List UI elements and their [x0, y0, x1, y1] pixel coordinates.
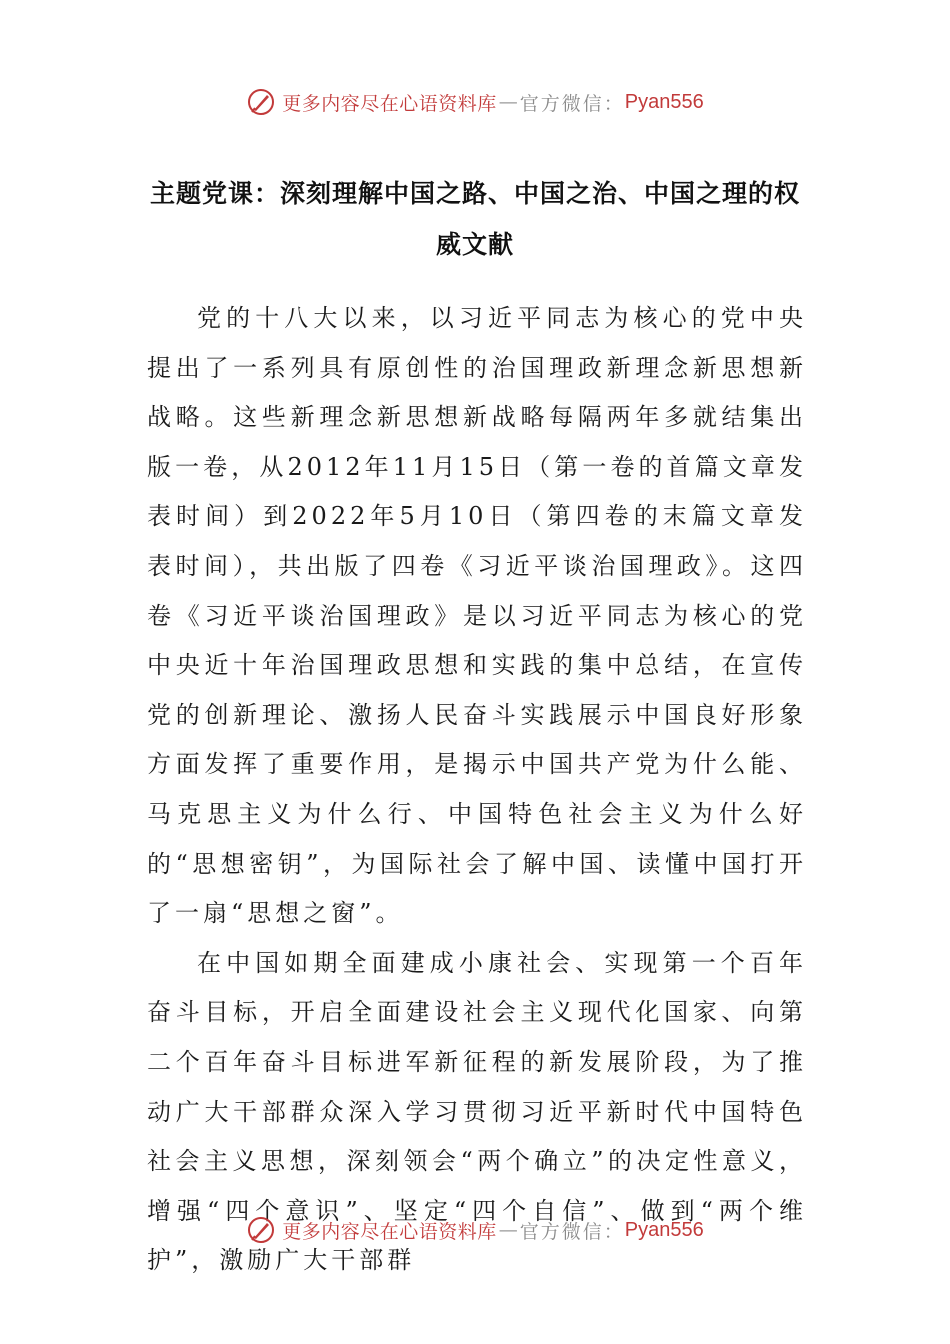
paragraph: 党的十八大以来，以习近平同志为核心的党中央提出了一系列具有原创性的治国理政新理念新思想新战略。这些新理念新思想新战略每隔两年多就结集出版一卷，从2012年11月15日（第一卷的首篇文章发表时间）到2022年5月10日（第四卷的末篇文章发表时间），共出版了四卷《习近平谈治国理政》。这四卷《习近平谈治国理政》是以习近平同志为核心的党中央近十年治国理政思想和实践的集中总结，在宣传党的创新理论、激扬人民奋斗实践展示中国良好形象方面发挥了重要作用，是揭示中国共产党为什么能、马克思主义为什么行、中国特色社会主义为什么好的“思想密钥”，为国际社会了解中国、读懂中国打开了一扇“思想之窗”。 — [147, 304, 807, 928]
header-watermark-banner — [0, 82, 950, 122]
banner-text: 更多内容尽在心语资料库 — [282, 1220, 497, 1243]
banner-dash: — — [498, 91, 518, 113]
wechat-label: 官方微信： — [519, 92, 625, 115]
document-body — [147, 294, 807, 1286]
banner-dash: — — [498, 1219, 518, 1241]
wechat-label: 官方微信： — [519, 1220, 625, 1243]
wechat-id: Pyan556 — [624, 1218, 704, 1241]
wechat-id: Pyan556 — [624, 90, 704, 113]
quill-logo-icon — [246, 87, 276, 117]
document-title: 主题党课：深刻理解中国之路、中国之治、中国之理的权威文献 — [149, 179, 800, 259]
banner-text: 更多内容尽在心语资料库 — [282, 92, 497, 115]
paragraph: 在中国如期全面建成小康社会、实现第一个百年奋斗目标，开启全面建设社会主义现代化国家、向第二个百年奋斗目标进军新征程的新发展阶段，为了推动广大干部群众深入学习贯彻习近平新时代中国特色社会主义思想，深刻领会“两个确立”的决定性意义，增强“四个意识”、坚定“四个自信”、做到“两个维护”，激励广大干部群 — [147, 948, 807, 1275]
quill-logo-icon — [246, 1215, 276, 1245]
footer-watermark-banner — [0, 1210, 950, 1250]
